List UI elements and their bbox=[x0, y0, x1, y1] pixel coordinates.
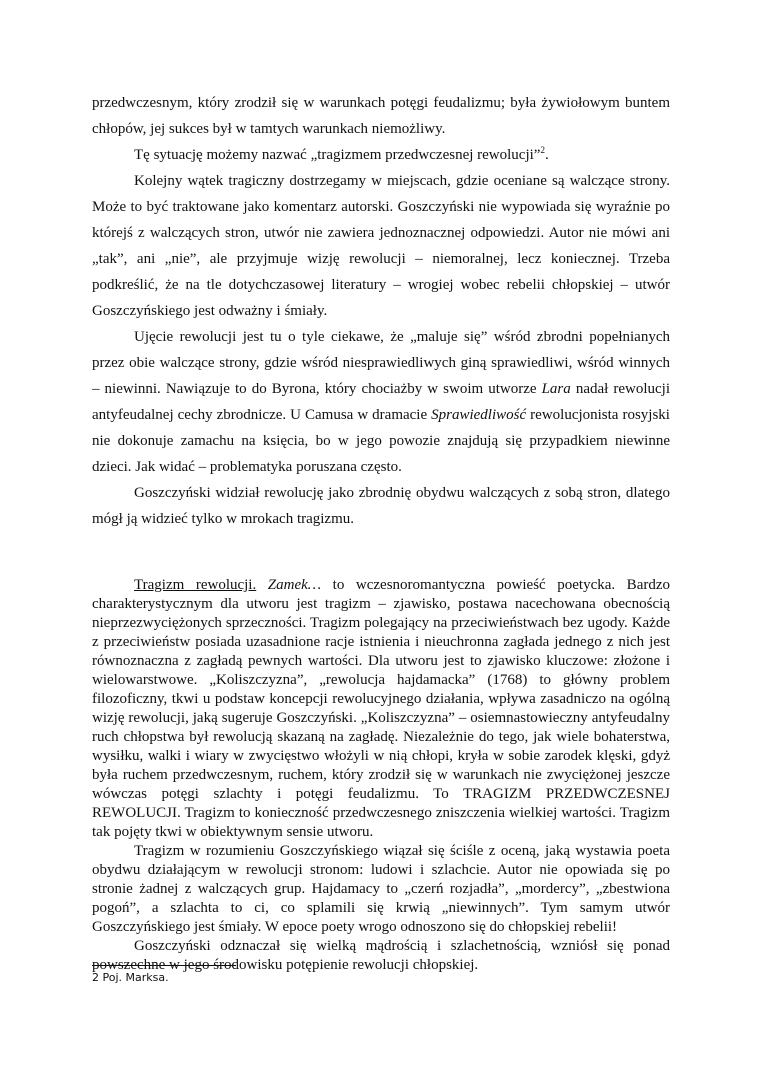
paragraph bbox=[92, 142, 670, 168]
notes-section bbox=[92, 576, 670, 975]
paragraph bbox=[92, 324, 670, 480]
paragraph: Goszczyński widział rewolucję jako zbrodnię obydwu walczących z sobą stron, dlatego mógł ją widzieć tylko w mrokach tragizmu. bbox=[92, 485, 670, 527]
paragraph: Kolejny wątek tragiczny dostrzegamy w miejscach, gdzie oceniane są walczące strony. Może to być traktowane jako komentarz autorski. Goszczyński nie wypowiada się wyraźnie po którejś z walczących stron, utwór nie zawiera jednoznacznej odpowiedzi. Autor nie mówi ani „tak”, ani „nie”, ale przyjmuje wizję rewolucji – niemoralnej, lecz koniecznej. Trzeba podkreślić, że na tle dotychczasowej literatury – wrogiej wobec rebelii chłopskiej – utwór Goszczyńskiego jest odważny i śmiały. bbox=[92, 173, 670, 319]
paragraph-text: to wczesnoromantyczna powieść poetycka. Bardzo charakterystycznym dla utworu jest tragizm – zjawisko, postawa nacechowana obecnością nieprzezwyciężonych sprzeczności. Tragizm polegający na przeciwieństwach bez ugody. Każde z przeciwieństw posiada uzasadnione racje istnienia i nieuchronna zagłada jednego z nich jest równoznaczna z zagładą pewnych wartości. Dla utworu jest to zjawisko kluczowe: złożone i wielowarstwowe. „Koliszczyzna”, „rewolucja hajdamacka” (1768) to główny problem filozoficzny, tkwi u podstaw koncepcji rewolucyjnego działania, wpływa zasadniczo na ogólną wizję rewolucji, jaką sugeruje Goszczyński. „Koliszczyzna” – osiemnastowieczny antyfeudalny ruch chłopstwa był rewolucją skazaną na zagładę. Niezależnie do tego, jak wiele bohaterstwa, wysiłku, walki i wiary w zwycięstwo włożyli w nią chłopi, kryła w sobie zarodek klęski, gdyż była ruchem przedwczesnym, ruchem, który zrodził się w warunkach nie zwyciężonej jeszcze wówczas potęgi szlachty i potęgi feudalizmu. To TRAGIZM PRZEDWCZESNEJ REWOLUCJI. Tragizm to konieczność przedwczesnego zniszczenia wielkiej wartości. Tragizm tak pojęty tkwi w obiektywnym sensie utworu. bbox=[92, 577, 671, 840]
paragraph bbox=[92, 576, 670, 842]
title-sprawiedliwosc: Sprawiedliwość bbox=[431, 407, 527, 423]
paragraph-text: Tę sytuację możemy nazwać „tragizmem przedwczesnej rewolucji” bbox=[134, 147, 541, 163]
footnote: 2 Poj. Marksa. bbox=[92, 971, 169, 984]
paragraph: przedwczesnym, który zrodził się w warunkach potęgi feudalizmu; była żywiołowym buntem chłopów, jej sukces był w tamtych warunkach niemożliwy. bbox=[92, 95, 670, 137]
title-zamek: Zamek… bbox=[267, 577, 322, 593]
footnote-separator bbox=[92, 965, 236, 966]
paragraph-text: nadał rewolucji antyfeudalnej cechy zbrodnicze. U Camusa w dramacie bbox=[92, 381, 670, 423]
paragraph-end: . bbox=[544, 147, 549, 163]
paragraph: Goszczyński odznaczał się wielką mądrością i szlachetnością, wzniósł się ponad powszechne w jego środowisku potępienie rewolucji chłopskiej. bbox=[92, 938, 670, 973]
footnote-ref[interactable]: 2 bbox=[540, 145, 545, 155]
paragraph-text: Ujęcie rewolucji jest tu o tyle ciekawe, że „maluje się” wśród zbrodni popełnianych przez obie walczące strony, gdzie wśród niesprawiedliwych giną sprawiedliwi, wśród winnych – niewinni. Nawiązuje to do Byrona, który chociażby w swoim utworze bbox=[92, 329, 670, 397]
paragraph-text: rewolucjonista rosyjski nie dokonuje zamachu na księcia, bo w jego powozie znajdują się przypadkiem niewinne dzieci. Jak widać – problematyka poruszana często. bbox=[92, 407, 670, 475]
essay-section bbox=[92, 90, 670, 532]
section-heading: Tragizm rewolucji. bbox=[134, 577, 257, 593]
paragraph: Tragizm w rozumieniu Goszczyńskiego wiązał się ściśle z oceną, jaką wystawia poeta obydwu działającym w rewolucji stronom: ludowi i szlachcie. Autor nie opowiada się po stronie żadnej z walczących grup. Hajdamacy to „czerń rozjadła”, „mordercy”, „zbestwiona pogoń”, a szlachta to ci, co splamili się krwią „niewinnych”. Tym samym utwór Goszczyńskiego jest śmiały. W epoce poety wrogo odnoszono się do chłopskiej rebelii! bbox=[92, 843, 670, 935]
title-lara: Lara bbox=[541, 381, 571, 397]
